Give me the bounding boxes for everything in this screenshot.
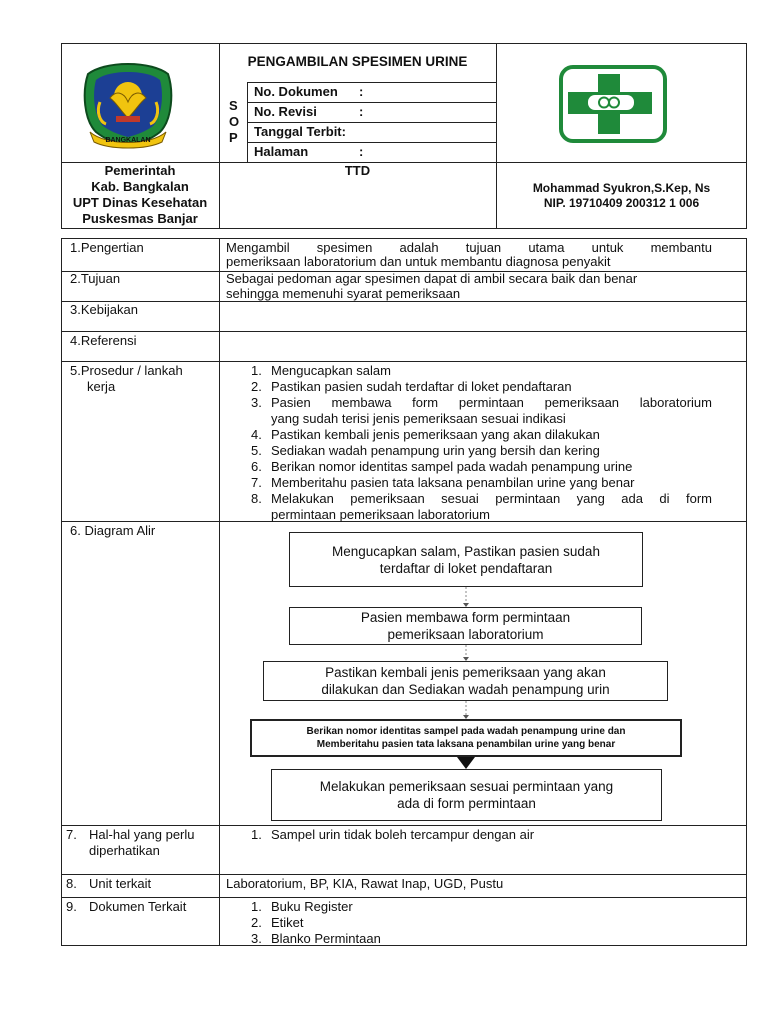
step-number: 1. bbox=[251, 363, 262, 378]
org-line-4: Puskesmas Banjar bbox=[82, 211, 198, 226]
prosedur-label-line-1: 5.Prosedur / lankah bbox=[70, 363, 183, 378]
dokumen-label-num: 9. bbox=[66, 899, 77, 914]
emblem-banner-text: BANGKALAN bbox=[105, 137, 151, 144]
referensi-label: 4.Referensi bbox=[70, 333, 137, 348]
flow-box-text: Berikan nomor identitas sampel pada wadah penampung urine dan bbox=[306, 726, 626, 737]
step-text: Melakukan pemeriksaan sesuai permintaan yang ada di form bbox=[271, 491, 712, 506]
step-text: Berikan nomor identitas sampel pada wadah penampung urine bbox=[271, 459, 633, 474]
step-number: 2. bbox=[251, 379, 262, 394]
list-item bbox=[229, 491, 712, 523]
field-halaman-sep: : bbox=[359, 144, 364, 159]
signer-name: Mohammad Syukron,S.Kep, Ns bbox=[532, 181, 711, 195]
list-item bbox=[229, 363, 712, 379]
puskesmas-logo bbox=[558, 64, 668, 144]
prosedur-label-line-2: kerja bbox=[87, 379, 116, 394]
flow-box-5 bbox=[271, 769, 662, 821]
flow-box-text: terdaftar di loket pendaftaran bbox=[379, 560, 553, 576]
step-number: 4. bbox=[251, 427, 262, 442]
step-text: permintaan pemeriksaan laboratorium bbox=[271, 507, 490, 522]
hal-label-num: 7. bbox=[66, 827, 77, 842]
step-number: 8. bbox=[251, 491, 262, 506]
dokumen-item-text: Etiket bbox=[271, 915, 304, 930]
table-divider bbox=[61, 874, 747, 875]
hal-label-line-1: Hal-hal yang perlu bbox=[89, 827, 195, 842]
table-divider bbox=[61, 825, 747, 826]
flow-box-text: Memberitahu pasien tata laksana penambilan urine yang benar bbox=[316, 739, 616, 750]
prosedur-steps bbox=[229, 363, 712, 523]
dokumen-item-text: Buku Register bbox=[271, 899, 353, 914]
pengertian-label: 1.Pengertian bbox=[70, 240, 144, 255]
pengertian-line-2: pemeriksaan laboratorium dan untuk membantu diagnosa penyakit bbox=[226, 254, 611, 269]
list-item bbox=[229, 459, 712, 475]
sop-letter-s: S bbox=[229, 98, 238, 113]
field-no-dokumen-sep: : bbox=[359, 84, 364, 99]
step-number: 7. bbox=[251, 475, 262, 490]
unit-value: Laboratorium, BP, KIA, Rawat Inap, UGD, Pustu bbox=[226, 876, 504, 891]
list-item bbox=[229, 475, 712, 491]
step-number: 3. bbox=[251, 395, 262, 410]
table-divider bbox=[61, 331, 747, 332]
header-divider bbox=[247, 82, 496, 83]
flow-box-4 bbox=[250, 719, 682, 757]
pengertian-line-1: Mengambil spesimen adalah tujuan utama untuk membantu bbox=[226, 240, 712, 255]
step-text: Mengucapkan salam bbox=[271, 363, 391, 378]
header-divider bbox=[247, 102, 496, 103]
flow-box-1 bbox=[289, 532, 643, 587]
step-text: yang sudah terisi jenis pemeriksaan sesuai indikasi bbox=[271, 411, 566, 426]
field-tanggal-terbit-label: Tanggal Terbit: bbox=[254, 124, 346, 139]
hal-item-text: Sampel urin tidak boleh tercampur dengan air bbox=[271, 827, 535, 842]
flow-box-text: ada di form permintaan bbox=[397, 796, 536, 811]
unit-label-num: 8. bbox=[66, 876, 77, 891]
list-item bbox=[229, 395, 712, 427]
flow-box-text: Mengucapkan salam, Pastikan pasien sudah bbox=[332, 543, 600, 559]
step-text: Pastikan kembali jenis pemeriksaan yang akan dilakukan bbox=[271, 427, 600, 442]
dokumen-item-number: 3. bbox=[251, 931, 262, 946]
step-text: Sediakan wadah penampung urin yang bersih dan kering bbox=[271, 443, 600, 458]
flow-box-3 bbox=[263, 661, 668, 701]
diagram-label: 6. Diagram Alir bbox=[70, 523, 156, 538]
sop-letter-o: O bbox=[229, 114, 240, 129]
kebijakan-label: 3.Kebijakan bbox=[70, 302, 138, 317]
flow-box-text: pemeriksaan laboratorium bbox=[387, 627, 544, 642]
dokumen-label: Dokumen Terkait bbox=[89, 899, 187, 914]
step-text: Pasien membawa form permintaan pemeriksaan laboratorium bbox=[271, 395, 712, 410]
field-no-revisi-label: No. Revisi bbox=[254, 104, 317, 119]
field-no-dokumen-label: No. Dokumen bbox=[254, 84, 338, 99]
tujuan-line-1: Sebagai pedoman agar spesimen dapat di ambil secara baik dan benar bbox=[226, 271, 638, 286]
tujuan-label: 2.Tujuan bbox=[70, 271, 121, 286]
flow-box-text: Melakukan pemeriksaan sesuai permintaan yang bbox=[319, 779, 614, 794]
tujuan-line-2: sehingga memenuhi syarat pemeriksaan bbox=[226, 286, 461, 301]
document-title: PENGAMBILAN SPESIMEN URINE bbox=[247, 54, 468, 69]
field-halaman-label: Halaman bbox=[254, 144, 309, 159]
dokumen-item-number: 1. bbox=[251, 899, 262, 914]
hal-label-line-2: diperhatikan bbox=[89, 843, 160, 858]
step-text: Pastikan pasien sudah terdaftar di loket pendaftaran bbox=[271, 379, 572, 394]
unit-label: Unit terkait bbox=[89, 876, 152, 891]
step-text: Memberitahu pasien tata laksana penambilan urine yang benar bbox=[271, 475, 635, 490]
org-line-3: UPT Dinas Kesehatan bbox=[72, 195, 208, 210]
org-line-1: Pemerintah bbox=[104, 163, 176, 178]
signer-nip: NIP. 19710409 200312 1 006 bbox=[543, 196, 700, 210]
step-number: 5. bbox=[251, 443, 262, 458]
flow-box-text: dilakukan dan Sediakan wadah penampung urin bbox=[321, 682, 610, 697]
dokumen-item-text: Blanko Permintaan bbox=[271, 931, 381, 946]
flow-box-text: Pasien membawa form permintaan bbox=[360, 610, 571, 625]
sop-letter-p: P bbox=[229, 130, 238, 145]
list-item bbox=[229, 427, 712, 443]
flow-box-2 bbox=[289, 607, 642, 645]
step-number: 6. bbox=[251, 459, 262, 474]
dokumen-item-number: 2. bbox=[251, 915, 262, 930]
field-no-revisi-sep: : bbox=[359, 104, 364, 119]
org-line-2: Kab. Bangkalan bbox=[91, 179, 189, 194]
header-divider bbox=[219, 43, 220, 229]
list-item bbox=[229, 443, 712, 459]
hal-item-number: 1. bbox=[251, 827, 262, 842]
table-divider bbox=[61, 361, 747, 362]
list-item bbox=[229, 379, 712, 395]
header-divider bbox=[247, 142, 496, 143]
header-divider bbox=[247, 122, 496, 123]
flow-box-text: Pastikan kembali jenis pemeriksaan yang akan bbox=[325, 665, 606, 680]
table-divider bbox=[61, 897, 747, 898]
ttd-label: TTD bbox=[344, 163, 371, 178]
